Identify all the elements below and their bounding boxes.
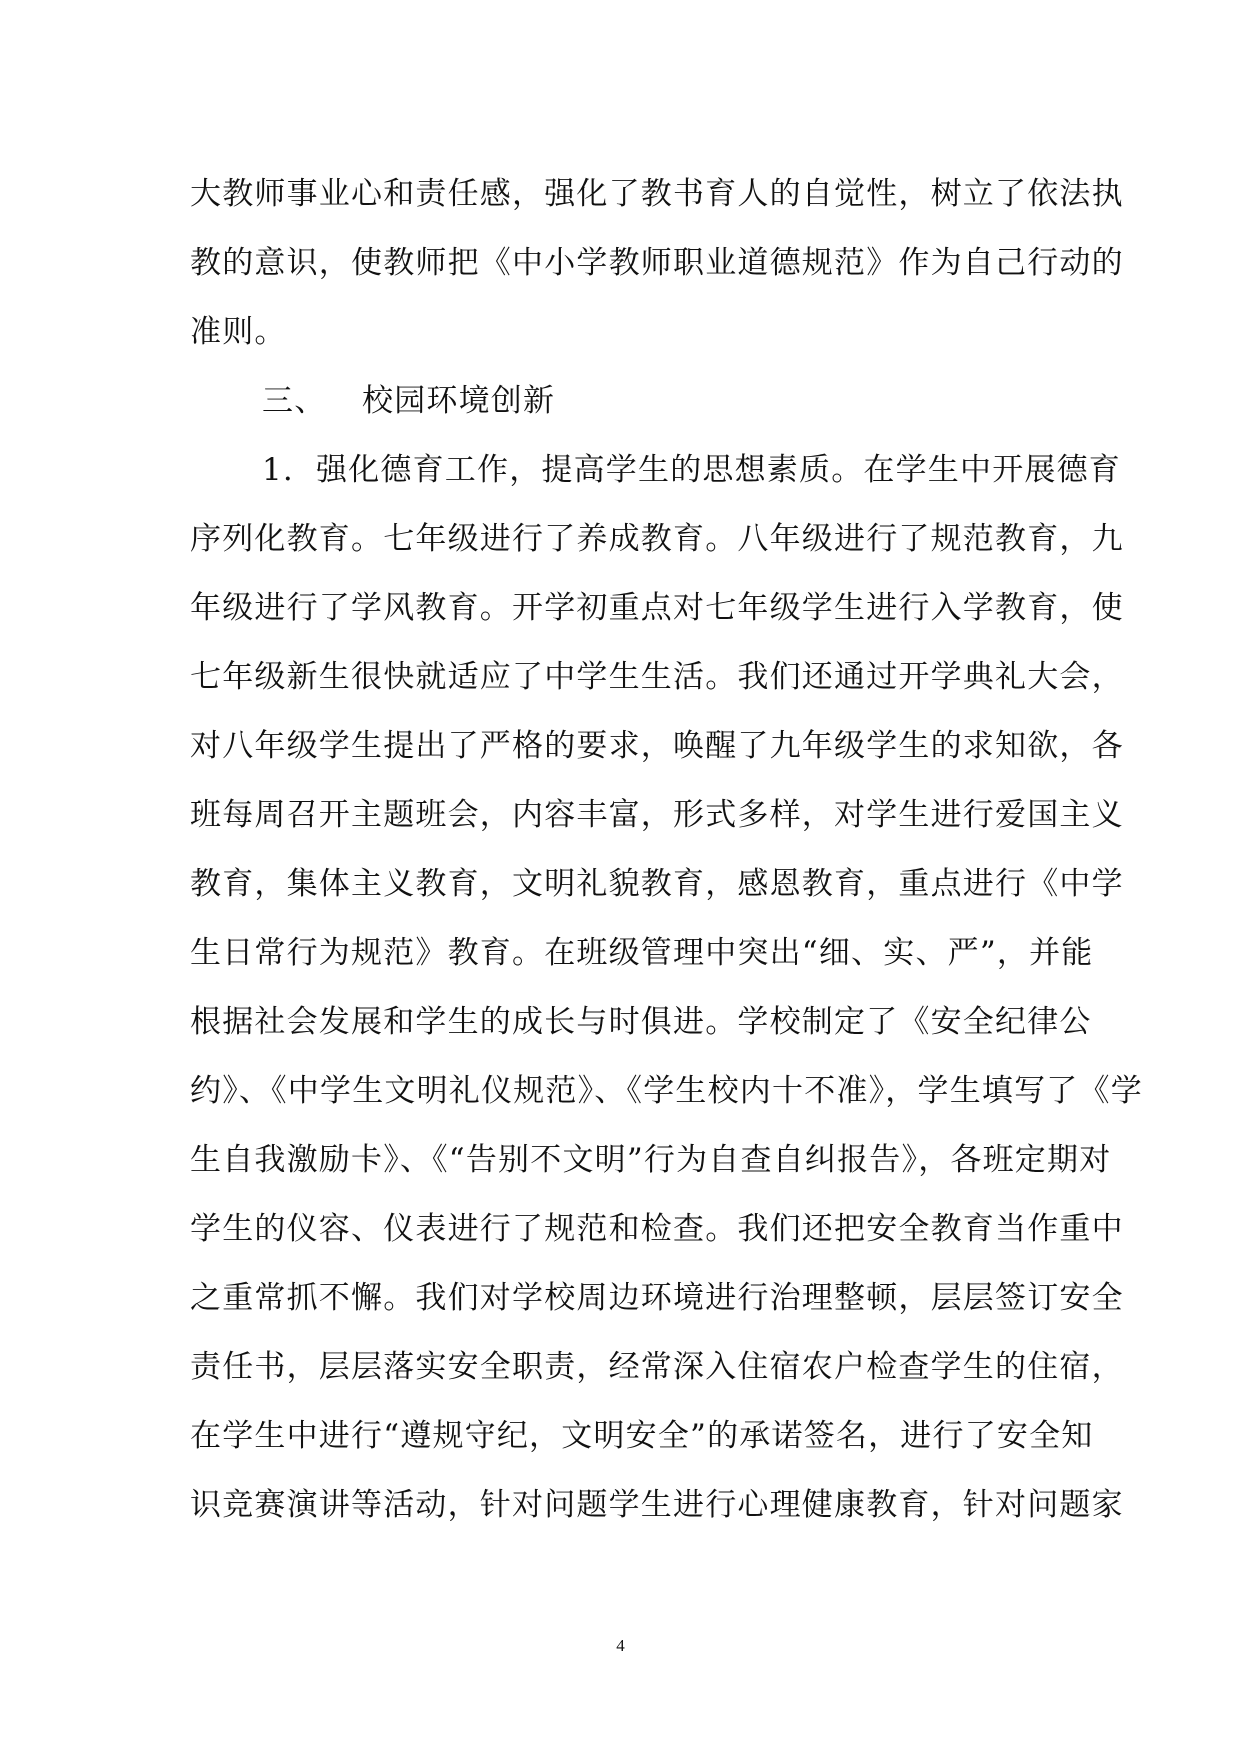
text-line: 年级进行了学风教育。开学初重点对七年级学生进行入学教育，使 (190, 590, 1124, 626)
text-line: 生日常行为规范》教育。在班级管理中突出“细、实、严”，并能 (190, 935, 1094, 971)
text-line: 约》、《中学生文明礼仪规范》、《学生校内十不准》，学生填写了《学 (190, 1073, 1143, 1109)
text-line: 教的意识，使教师把《中小学教师职业道德规范》作为自己行动的 (190, 245, 1124, 281)
text-line: 七年级新生很快就适应了中学生生活。我们还通过开学典礼大会， (190, 659, 1124, 695)
section-heading (190, 367, 1090, 436)
body-text (190, 160, 1143, 1540)
paragraph-first-text: 强化德育工作，提高学生的思想素质。在学生中开展德育 (316, 452, 1121, 488)
text-line: 班每周召开主题班会，内容丰富，形式多样，对学生进行爱国主义 (190, 797, 1124, 833)
section-title: 校园环境创新 (362, 383, 556, 419)
section-number: 三、 (262, 383, 327, 419)
text-line: 生自我激励卡》、《“告别不文明”行为自查自纠报告》，各班定期对 (190, 1142, 1112, 1178)
text-line: 识竞赛演讲等活动，针对问题学生进行心理健康教育，针对问题家 (190, 1487, 1124, 1523)
text-line: 准则。 (190, 314, 287, 350)
text-line: 学生的仪容、仪表进行了规范和检查。我们还把安全教育当作重中 (190, 1211, 1124, 1247)
page-number: 4 (616, 1636, 625, 1655)
text-line: 序列化教育。七年级进行了养成教育。八年级进行了规范教育，九 (190, 521, 1124, 557)
text-line: 责任书，层层落实安全职责，经常深入住宿农户检查学生的住宿， (190, 1349, 1124, 1385)
item-number: 1. (262, 452, 294, 488)
text-line: 教育，集体主义教育，文明礼貌教育，感恩教育，重点进行《中学 (190, 866, 1124, 902)
text-line: 根据社会发展和学生的成长与时俱进。学校制定了《安全纪律公 (190, 1004, 1092, 1040)
text-line: 大教师事业心和责任感，强化了教书育人的自觉性，树立了依法执 (190, 176, 1124, 212)
paragraph-first-line (190, 436, 1121, 505)
text-line: 对八年级学生提出了严格的要求，唤醒了九年级学生的求知欲，各 (190, 728, 1124, 764)
text-line: 在学生中进行“遵规守纪，文明安全”的承诺签名，进行了安全知 (190, 1418, 1094, 1454)
text-line: 之重常抓不懈。我们对学校周边环境进行治理整顿，层层签订安全 (190, 1280, 1124, 1316)
